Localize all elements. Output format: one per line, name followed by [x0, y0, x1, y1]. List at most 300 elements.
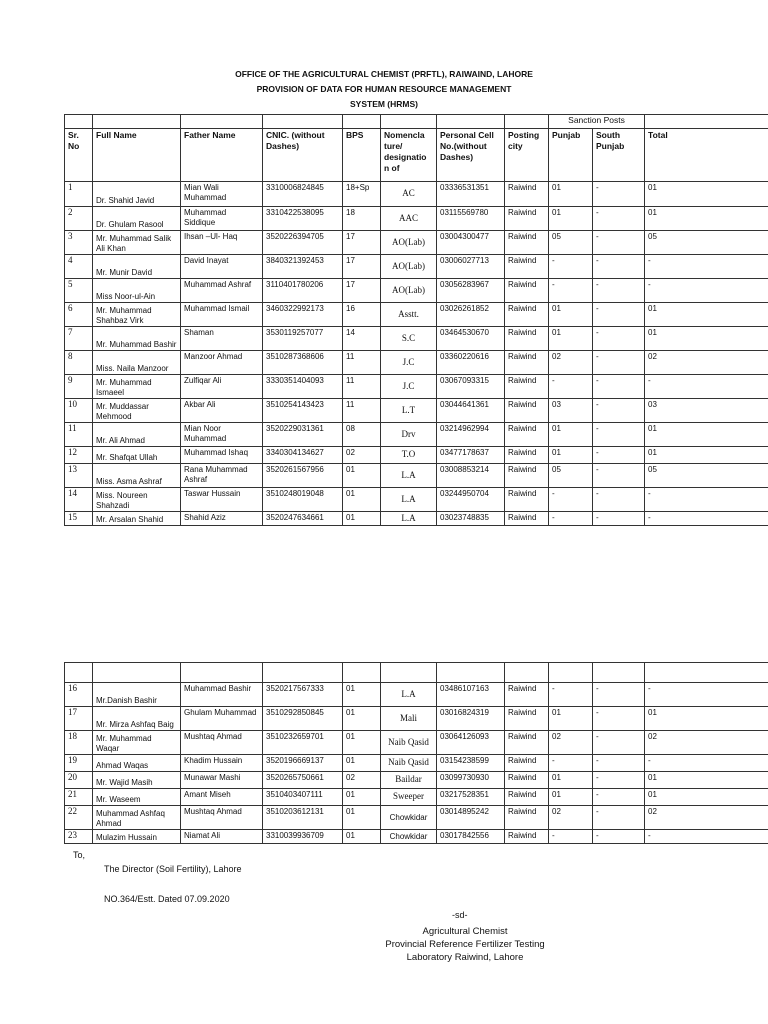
row-cell: 03004300477: [437, 231, 505, 255]
row-cnic: 3510203612131: [263, 806, 343, 830]
row-posting-city: Raiwind: [505, 755, 549, 772]
row-posting-city: Raiwind: [505, 303, 549, 327]
signature-location: Laboratory Raiwind, Lahore: [406, 952, 524, 963]
row-designation: AO(Lab): [381, 279, 437, 303]
table-row: [65, 806, 768, 830]
row-posting-city: Raiwind: [505, 683, 549, 707]
blank-cell: [93, 663, 181, 683]
row-designation: Naib Qasid: [381, 731, 437, 755]
row-punjab: 02: [549, 806, 593, 830]
table-row: [65, 707, 768, 731]
row-total: -: [645, 683, 768, 707]
signature-title: Agricultural Chemist: [422, 926, 508, 937]
row-posting-city: Raiwind: [505, 806, 549, 830]
row-south-punjab: -: [593, 207, 645, 231]
row-posting-city: Raiwind: [505, 707, 549, 731]
blank-cell: [593, 663, 645, 683]
table-row: [65, 375, 768, 399]
row-cnic: 3340304134627: [263, 447, 343, 464]
row-bps: 01: [343, 512, 381, 526]
row-posting-city: Raiwind: [505, 731, 549, 755]
row-cnic: 3510254143423: [263, 399, 343, 423]
row-total: 01: [645, 182, 768, 207]
row-sr-no: 22: [65, 806, 93, 830]
row-cell: 03023748835: [437, 512, 505, 526]
row-designation: Chowkidar: [381, 830, 437, 844]
table-row: [65, 423, 768, 447]
row-south-punjab: -: [593, 399, 645, 423]
row-posting-city: Raiwind: [505, 279, 549, 303]
header-blank: [65, 115, 93, 129]
row-father-name: David Inayat: [181, 255, 263, 279]
header-sr-no: Sr. No: [65, 129, 93, 182]
row-posting-city: Raiwind: [505, 423, 549, 447]
row-south-punjab: -: [593, 806, 645, 830]
row-total: -: [645, 488, 768, 512]
row-cell: 03026261852: [437, 303, 505, 327]
row-cnic: 3310039936709: [263, 830, 343, 844]
row-bps: 01: [343, 731, 381, 755]
row-designation: Mali: [381, 707, 437, 731]
row-father-name: Amant Miseh: [181, 789, 263, 806]
row-sr-no: 10: [65, 399, 93, 423]
row-full-name: Mr. Muddassar Mehmood: [93, 399, 181, 423]
row-posting-city: Raiwind: [505, 255, 549, 279]
header-punjab: Punjab: [549, 129, 593, 182]
row-punjab: -: [549, 683, 593, 707]
row-designation: Baildar: [381, 772, 437, 789]
header-sanction-posts: Sanction Posts: [549, 115, 645, 129]
row-father-name: Muhammad Siddique: [181, 207, 263, 231]
row-full-name: Mr. Mirza Ashfaq Baig: [93, 707, 181, 731]
row-cell: 03006027713: [437, 255, 505, 279]
row-designation: L.T: [381, 399, 437, 423]
row-punjab: -: [549, 279, 593, 303]
row-cell: 03154238599: [437, 755, 505, 772]
header-bps: BPS: [343, 129, 381, 182]
row-cnic: 3840321392453: [263, 255, 343, 279]
blank-cell: [343, 663, 381, 683]
row-father-name: Mushtaq Ahmad: [181, 806, 263, 830]
row-full-name: Mr. Muhammad Waqar: [93, 731, 181, 755]
row-father-name: Akbar Ali: [181, 399, 263, 423]
row-father-name: Muhammad Ishaq: [181, 447, 263, 464]
row-sr-no: 15: [65, 512, 93, 526]
row-total: 01: [645, 207, 768, 231]
row-bps: 17: [343, 231, 381, 255]
row-punjab: 01: [549, 327, 593, 351]
row-posting-city: Raiwind: [505, 182, 549, 207]
row-sr-no: 9: [65, 375, 93, 399]
table-row: [65, 327, 768, 351]
header-blank: [263, 115, 343, 129]
row-father-name: Shahid Aziz: [181, 512, 263, 526]
row-designation: Chowkidar: [381, 806, 437, 830]
row-designation: T.O: [381, 447, 437, 464]
header-posting-city: Posting city: [505, 129, 549, 182]
row-father-name: Niamat Ali: [181, 830, 263, 844]
row-punjab: 05: [549, 231, 593, 255]
row-designation: Asstt.: [381, 303, 437, 327]
row-sr-no: 18: [65, 731, 93, 755]
employee-rows-part2: [65, 663, 768, 844]
row-punjab: 01: [549, 182, 593, 207]
row-full-name: Mulazim Hussain: [93, 830, 181, 844]
row-total: 01: [645, 447, 768, 464]
signed-mark: -sd-: [452, 910, 468, 920]
row-full-name: Mr. Wajid Masih: [93, 772, 181, 789]
row-full-name: Mr. Muhammad Bashir: [93, 327, 181, 351]
row-punjab: -: [549, 512, 593, 526]
row-cnic: 3520226394705: [263, 231, 343, 255]
row-posting-city: Raiwind: [505, 512, 549, 526]
row-bps: 17: [343, 255, 381, 279]
row-posting-city: Raiwind: [505, 327, 549, 351]
row-sr-no: 3: [65, 231, 93, 255]
table-row: [65, 351, 768, 375]
row-bps: 01: [343, 707, 381, 731]
row-cnic: 3520229031361: [263, 423, 343, 447]
row-full-name: Ahmad Waqas: [93, 755, 181, 772]
row-cnic: 3330351404093: [263, 375, 343, 399]
row-total: 05: [645, 231, 768, 255]
row-cnic: 3510232659701: [263, 731, 343, 755]
table-row: [65, 303, 768, 327]
row-punjab: 01: [549, 207, 593, 231]
recipient-address: The Director (Soil Fertility), Lahore: [104, 864, 242, 874]
row-punjab: -: [549, 375, 593, 399]
header-south-punjab: South Punjab: [593, 129, 645, 182]
row-cnic: 3520261567956: [263, 464, 343, 488]
row-south-punjab: -: [593, 255, 645, 279]
row-south-punjab: -: [593, 375, 645, 399]
row-bps: 11: [343, 351, 381, 375]
header-blank: [93, 115, 181, 129]
row-cell: 03008853214: [437, 464, 505, 488]
row-father-name: Ihsan –Ul- Haq: [181, 231, 263, 255]
row-punjab: 01: [549, 789, 593, 806]
row-designation: J.C: [381, 351, 437, 375]
signature-org: Provincial Reference Fertilizer Testing: [385, 939, 545, 950]
row-bps: 16: [343, 303, 381, 327]
row-bps: 01: [343, 806, 381, 830]
employee-table-part1: [64, 114, 768, 526]
table-row: [65, 512, 768, 526]
row-total: -: [645, 512, 768, 526]
header-designation: Nomencla ture/ designatio n of: [381, 129, 437, 182]
row-south-punjab: -: [593, 488, 645, 512]
row-designation: Naib Qasid: [381, 755, 437, 772]
row-full-name: Muhammad Ashfaq Ahmad: [93, 806, 181, 830]
row-full-name: Mr. Muhammad Shahbaz Virk: [93, 303, 181, 327]
row-south-punjab: -: [593, 830, 645, 844]
row-cnic: 3520247634661: [263, 512, 343, 526]
row-cnic: 3510287368606: [263, 351, 343, 375]
row-full-name: Miss Noor-ul-Ain: [93, 279, 181, 303]
row-punjab: -: [549, 488, 593, 512]
row-punjab: 03: [549, 399, 593, 423]
table-row: [65, 207, 768, 231]
table-row: [65, 731, 768, 755]
row-father-name: Khadim Hussain: [181, 755, 263, 772]
employee-table-part2: [64, 662, 768, 844]
row-posting-city: Raiwind: [505, 447, 549, 464]
row-cnic: 3510292850845: [263, 707, 343, 731]
row-total: -: [645, 830, 768, 844]
blank-cell: [381, 663, 437, 683]
row-posting-city: Raiwind: [505, 772, 549, 789]
table-row: [65, 488, 768, 512]
table-row: [65, 464, 768, 488]
row-total: -: [645, 279, 768, 303]
row-south-punjab: -: [593, 683, 645, 707]
row-punjab: -: [549, 255, 593, 279]
blank-cell: [437, 663, 505, 683]
row-designation: Sweeper: [381, 789, 437, 806]
row-cnic: 3520196669137: [263, 755, 343, 772]
row-posting-city: Raiwind: [505, 375, 549, 399]
row-full-name: Mr. Arsalan Shahid: [93, 512, 181, 526]
row-full-name: Mr.Danish Bashir: [93, 683, 181, 707]
row-father-name: Mian Noor Muhammad: [181, 423, 263, 447]
row-punjab: 01: [549, 707, 593, 731]
row-south-punjab: -: [593, 279, 645, 303]
row-cell: 03014895242: [437, 806, 505, 830]
row-sr-no: 16: [65, 683, 93, 707]
row-designation: L.A: [381, 464, 437, 488]
row-cnic: 3530119257077: [263, 327, 343, 351]
row-father-name: Mian Wali Muhammad: [181, 182, 263, 207]
row-father-name: Muhammad Ashraf: [181, 279, 263, 303]
reference-number: NO.364/Estt. Dated 07.09.2020: [104, 894, 230, 904]
row-full-name: Miss. Noureen Shahzadi: [93, 488, 181, 512]
row-south-punjab: -: [593, 755, 645, 772]
row-full-name: Miss. Asma Ashraf: [93, 464, 181, 488]
row-posting-city: Raiwind: [505, 488, 549, 512]
row-sr-no: 17: [65, 707, 93, 731]
row-south-punjab: -: [593, 464, 645, 488]
system-heading: SYSTEM (HRMS): [350, 99, 418, 109]
row-total: 01: [645, 327, 768, 351]
table-row: [65, 683, 768, 707]
header-blank: [437, 115, 505, 129]
row-cell: 03477178637: [437, 447, 505, 464]
row-south-punjab: -: [593, 303, 645, 327]
row-punjab: -: [549, 755, 593, 772]
row-cell: 03115569780: [437, 207, 505, 231]
header-blank: [343, 115, 381, 129]
row-south-punjab: -: [593, 789, 645, 806]
row-south-punjab: -: [593, 707, 645, 731]
row-full-name: Mr. Ali Ahmad: [93, 423, 181, 447]
row-cnic: 3520265750661: [263, 772, 343, 789]
row-father-name: Shaman: [181, 327, 263, 351]
row-designation: AC: [381, 182, 437, 207]
row-total: -: [645, 755, 768, 772]
table-row: [65, 182, 768, 207]
row-sr-no: 13: [65, 464, 93, 488]
header-blank: [181, 115, 263, 129]
row-cell: 03360220616: [437, 351, 505, 375]
table-row: [65, 399, 768, 423]
row-punjab: 02: [549, 731, 593, 755]
blank-cell: [645, 663, 768, 683]
row-cnic: 3460322992173: [263, 303, 343, 327]
table-row: [65, 447, 768, 464]
row-cell: 03336531351: [437, 182, 505, 207]
header-cell: Personal Cell No.(without Dashes): [437, 129, 505, 182]
row-cell: 03064126093: [437, 731, 505, 755]
row-south-punjab: -: [593, 731, 645, 755]
row-cell: 03486107163: [437, 683, 505, 707]
row-punjab: 02: [549, 351, 593, 375]
row-sr-no: 5: [65, 279, 93, 303]
row-posting-city: Raiwind: [505, 789, 549, 806]
header-blank: [645, 115, 768, 129]
table-row: [65, 789, 768, 806]
table-row: [65, 231, 768, 255]
provision-heading: PROVISION OF DATA FOR HUMAN RESOURCE MANAGEMENT: [256, 84, 512, 94]
row-cell: 03044641361: [437, 399, 505, 423]
row-full-name: Mr. Munir David: [93, 255, 181, 279]
row-bps: 17: [343, 279, 381, 303]
row-sr-no: 11: [65, 423, 93, 447]
row-punjab: 05: [549, 464, 593, 488]
row-cell: 03214962994: [437, 423, 505, 447]
row-bps: 11: [343, 375, 381, 399]
row-bps: 01: [343, 683, 381, 707]
row-designation: S.C: [381, 327, 437, 351]
header-father-name: Father Name: [181, 129, 263, 182]
table-row: [65, 830, 768, 844]
row-father-name: Rana Muhammad Ashraf: [181, 464, 263, 488]
row-father-name: Taswar Hussain: [181, 488, 263, 512]
row-full-name: Mr. Waseem: [93, 789, 181, 806]
row-posting-city: Raiwind: [505, 399, 549, 423]
row-sr-no: 8: [65, 351, 93, 375]
row-cnic: 3110401780206: [263, 279, 343, 303]
row-designation: Drv: [381, 423, 437, 447]
row-full-name: Dr. Ghulam Rasool: [93, 207, 181, 231]
row-sr-no: 14: [65, 488, 93, 512]
header-full-name: Full Name: [93, 129, 181, 182]
row-sr-no: 21: [65, 789, 93, 806]
row-cnic: 3310006824845: [263, 182, 343, 207]
row-posting-city: Raiwind: [505, 830, 549, 844]
row-bps: 18+Sp: [343, 182, 381, 207]
row-father-name: Zulfiqar Ali: [181, 375, 263, 399]
row-total: 05: [645, 464, 768, 488]
row-cell: 03056283967: [437, 279, 505, 303]
row-posting-city: Raiwind: [505, 231, 549, 255]
row-sr-no: 1: [65, 182, 93, 207]
row-south-punjab: -: [593, 772, 645, 789]
row-sr-no: 6: [65, 303, 93, 327]
row-south-punjab: -: [593, 182, 645, 207]
row-father-name: Munawar Mashi: [181, 772, 263, 789]
row-south-punjab: -: [593, 351, 645, 375]
row-total: 02: [645, 731, 768, 755]
row-cnic: 3510403407111: [263, 789, 343, 806]
row-cell: 03244950704: [437, 488, 505, 512]
row-total: 01: [645, 707, 768, 731]
row-total: -: [645, 375, 768, 399]
row-cell: 03099730930: [437, 772, 505, 789]
header-total: Total: [645, 129, 768, 182]
row-punjab: 01: [549, 447, 593, 464]
row-bps: 01: [343, 464, 381, 488]
row-south-punjab: -: [593, 447, 645, 464]
row-total: -: [645, 255, 768, 279]
row-cnic: 3510248019048: [263, 488, 343, 512]
row-bps: 11: [343, 399, 381, 423]
blank-cell: [65, 663, 93, 683]
row-father-name: Manzoor Ahmad: [181, 351, 263, 375]
row-bps: 01: [343, 488, 381, 512]
row-south-punjab: -: [593, 423, 645, 447]
row-sr-no: 19: [65, 755, 93, 772]
row-bps: 02: [343, 447, 381, 464]
row-full-name: Mr. Muhammad Ismaeel: [93, 375, 181, 399]
row-full-name: Mr. Shafqat Ullah: [93, 447, 181, 464]
row-sr-no: 23: [65, 830, 93, 844]
table-row: [65, 755, 768, 772]
header-cnic: CNIC. (without Dashes): [263, 129, 343, 182]
row-sr-no: 4: [65, 255, 93, 279]
row-punjab: 01: [549, 772, 593, 789]
row-designation: AO(Lab): [381, 255, 437, 279]
row-south-punjab: -: [593, 327, 645, 351]
row-total: 01: [645, 423, 768, 447]
blank-cell: [181, 663, 263, 683]
row-bps: 02: [343, 772, 381, 789]
row-cell: 03217528351: [437, 789, 505, 806]
row-designation: L.A: [381, 512, 437, 526]
row-father-name: Ghulam Muhammad: [181, 707, 263, 731]
table-row: [65, 279, 768, 303]
row-father-name: Muhammad Bashir: [181, 683, 263, 707]
header-blank: [505, 115, 549, 129]
row-cnic: 3310422538095: [263, 207, 343, 231]
row-total: 02: [645, 806, 768, 830]
row-total: 01: [645, 303, 768, 327]
row-total: 01: [645, 772, 768, 789]
row-full-name: Miss. Naila Manzoor: [93, 351, 181, 375]
signature-block: [360, 925, 570, 964]
row-bps: 08: [343, 423, 381, 447]
table-row: [65, 255, 768, 279]
row-bps: 01: [343, 789, 381, 806]
row-total: 02: [645, 351, 768, 375]
row-bps: 14: [343, 327, 381, 351]
row-designation: L.A: [381, 488, 437, 512]
row-cell: 03464530670: [437, 327, 505, 351]
row-sr-no: 12: [65, 447, 93, 464]
employee-rows-part1: [65, 182, 768, 526]
row-total: 01: [645, 789, 768, 806]
row-sr-no: 2: [65, 207, 93, 231]
row-cell: 03067093315: [437, 375, 505, 399]
row-posting-city: Raiwind: [505, 207, 549, 231]
row-designation: J.C: [381, 375, 437, 399]
table-row: [65, 772, 768, 789]
header-blank: [381, 115, 437, 129]
row-punjab: -: [549, 830, 593, 844]
row-sr-no: 7: [65, 327, 93, 351]
row-designation: AO(Lab): [381, 231, 437, 255]
to-label: To,: [73, 850, 86, 860]
row-punjab: 01: [549, 303, 593, 327]
